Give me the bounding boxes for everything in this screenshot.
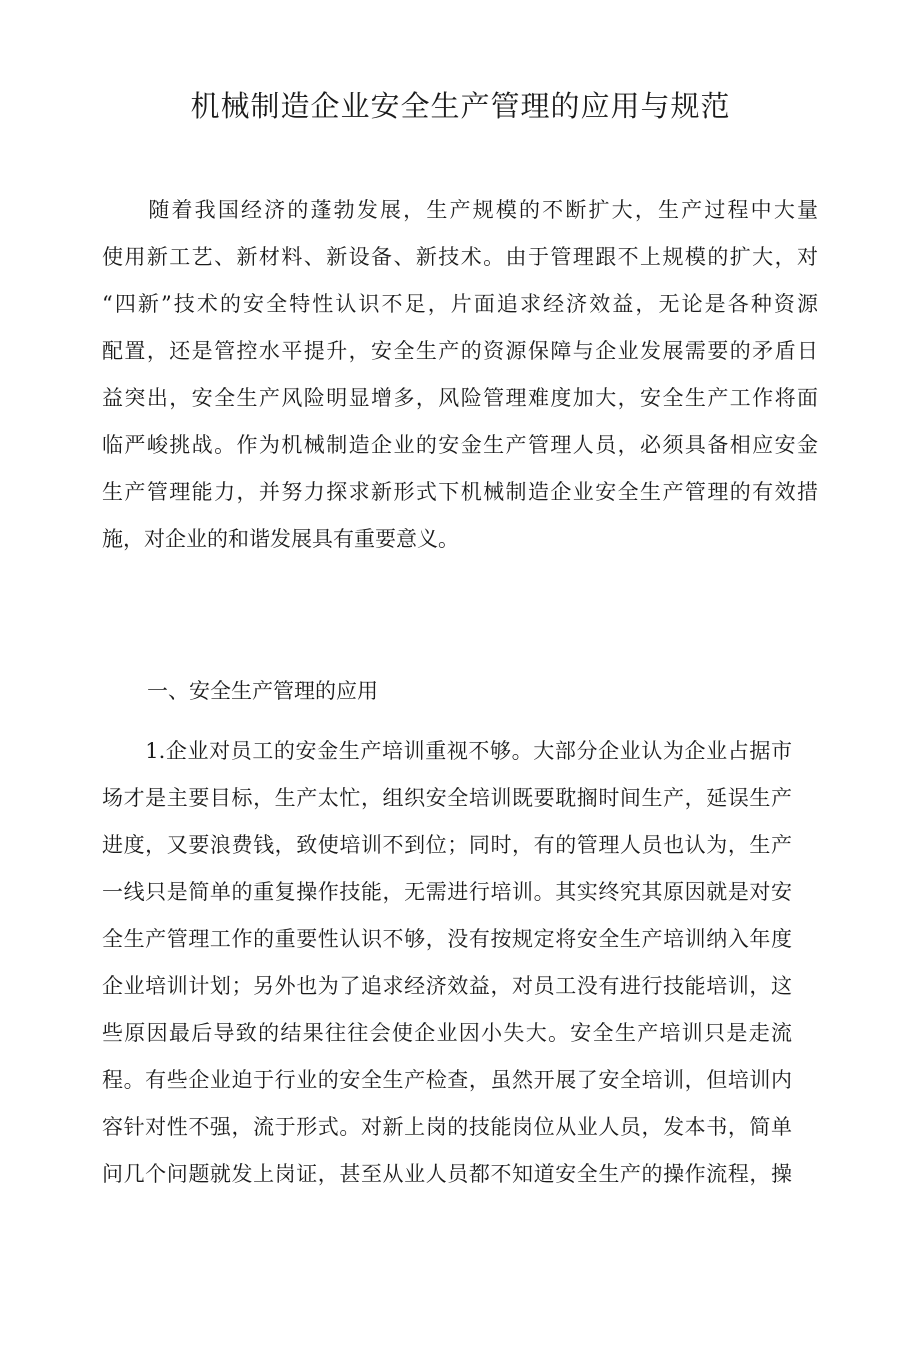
text-line: 生产管理能力，并努力探求新形式下机械制造企业安全生产管理的有效措 bbox=[102, 480, 818, 504]
section-paragraph bbox=[102, 728, 792, 1198]
text-line: 随着我国经济的蓬勃发展，生产规模的不断扩大，生产过程中大量 bbox=[102, 198, 818, 222]
text-line: “四新”技术的安全特性认识不足，片面追求经济效益，无论是各种资源 bbox=[102, 292, 818, 316]
text-line: 场才是主要目标，生产太忙，组织安全培训既要耽搁时间生产，延误生产 bbox=[102, 786, 792, 810]
text-line: 1.企业对员工的安金生产培训重视不够。大部分企业认为企业占据市 bbox=[102, 739, 792, 763]
text-line: 益突出，安全生产风险明显增多，风险管理难度加大，安全生产工作将面 bbox=[102, 386, 818, 410]
text-line: 程。有些企业迫于行业的安全生产检查，虽然开展了安全培训，但培训内 bbox=[102, 1068, 792, 1092]
document-title: 机械制造企业安全生产管理的应用与规范 bbox=[190, 89, 731, 123]
intro-paragraph bbox=[102, 187, 818, 563]
text-line: 些原因最后导致的结果往往会使企业因小失大。安全生产培训只是走流 bbox=[102, 1021, 792, 1045]
text-line: 进度，又要浪费钱，致使培训不到位；同时，有的管理人员也认为，生产 bbox=[102, 833, 792, 857]
text-line: 施，对企业的和谐发展具有重要意义。 bbox=[102, 527, 459, 551]
text-line: 全生产管理工作的重要性认识不够，没有按规定将安全生产培训纳入年度 bbox=[102, 927, 792, 951]
text-line: 企业培训计划；另外也为了追求经济效益，对员工没有进行技能培训，这 bbox=[102, 974, 792, 998]
section-heading: 一、安全生产管理的应用 bbox=[147, 679, 378, 703]
text-line: 临严峻挑战。作为机械制造企业的安金生产管理人员，必须具备相应安金 bbox=[102, 433, 818, 457]
text-line: 一线只是简单的重复操作技能，无需进行培训。其实终究其原因就是对安 bbox=[102, 880, 792, 904]
text-line: 容针对性不强，流于形式。对新上岗的技能岗位从业人员，发本书，简单 bbox=[102, 1115, 792, 1139]
text-line: 使用新工艺、新材料、新设备、新技术。由于管理跟不上规模的扩大，对 bbox=[102, 245, 818, 269]
text-line: 问几个问题就发上岗证，甚至从业人员都不知道安全生产的操作流程，操 bbox=[102, 1162, 792, 1186]
text-line: 配置，还是管控水平提升，安全生产的资源保障与企业发展需要的矛盾日 bbox=[102, 339, 818, 363]
